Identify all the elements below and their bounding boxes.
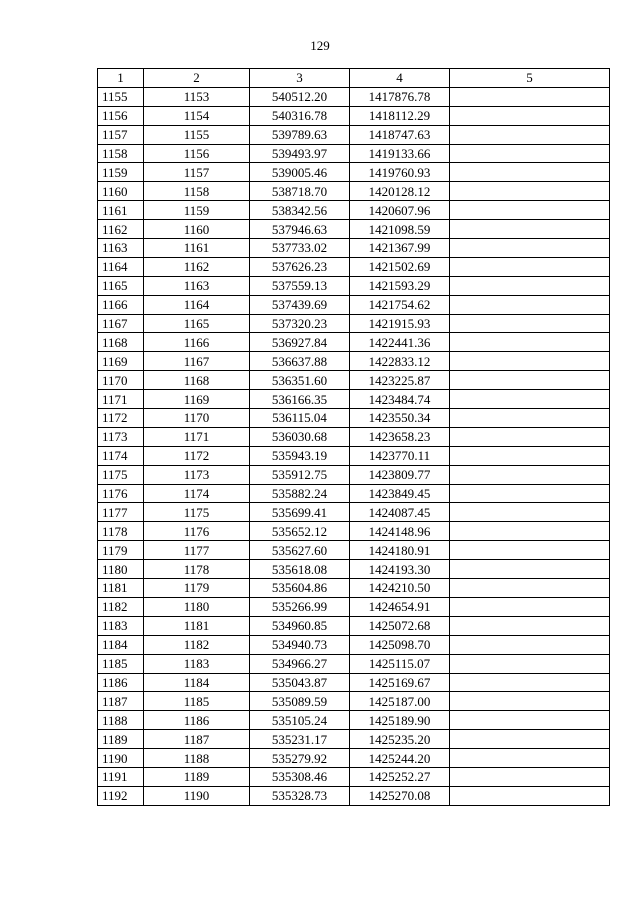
table-cell-col-3: 536927.84 [250, 333, 350, 352]
table-cell-col-5 [450, 484, 610, 503]
table-cell-col-4: 1425270.08 [350, 786, 450, 805]
table-cell-col-5 [450, 541, 610, 560]
table-cell-col-5 [450, 314, 610, 333]
table-cell-col-1: 1157 [98, 125, 144, 144]
table-cell-col-2: 1155 [144, 125, 250, 144]
table-cell-col-5 [450, 220, 610, 239]
table-cell-col-2: 1170 [144, 409, 250, 428]
table-cell-col-3: 539005.46 [250, 163, 350, 182]
table-row [98, 767, 610, 786]
table-cell-col-4: 1424180.91 [350, 541, 450, 560]
table-cell-col-1: 1183 [98, 616, 144, 635]
table-cell-col-2: 1165 [144, 314, 250, 333]
table-cell-col-5 [450, 654, 610, 673]
table-cell-col-3: 537626.23 [250, 257, 350, 276]
table-cell-col-3: 538342.56 [250, 201, 350, 220]
page-number: 129 [310, 38, 330, 53]
table-cell-col-5 [450, 522, 610, 541]
table-cell-col-5 [450, 692, 610, 711]
table-cell-col-2: 1175 [144, 503, 250, 522]
table-cell-col-5 [450, 465, 610, 484]
table-cell-col-5 [450, 390, 610, 409]
table-row [98, 446, 610, 465]
table-cell-col-2: 1173 [144, 465, 250, 484]
table-row [98, 144, 610, 163]
table-cell-col-5 [450, 673, 610, 692]
table-row [98, 786, 610, 805]
table-cell-col-3: 535089.59 [250, 692, 350, 711]
table-row [98, 87, 610, 106]
table-cell-col-5 [450, 597, 610, 616]
table-cell-col-5 [450, 503, 610, 522]
table-cell-col-5 [450, 144, 610, 163]
table-cell-col-3: 536637.88 [250, 352, 350, 371]
table-cell-col-5 [450, 427, 610, 446]
table-cell-col-2: 1166 [144, 333, 250, 352]
table-row [98, 182, 610, 201]
table-cell-col-1: 1175 [98, 465, 144, 484]
table-cell-col-3: 537320.23 [250, 314, 350, 333]
table-cell-col-5 [450, 446, 610, 465]
table-cell-col-3: 535618.08 [250, 560, 350, 579]
table-cell-col-5 [450, 409, 610, 428]
table-cell-col-2: 1161 [144, 239, 250, 258]
table-cell-col-4: 1421915.93 [350, 314, 450, 333]
table-row [98, 239, 610, 258]
table-cell-col-5 [450, 786, 610, 805]
table-row [98, 220, 610, 239]
table-cell-col-2: 1174 [144, 484, 250, 503]
table-row [98, 125, 610, 144]
table-row [98, 201, 610, 220]
table-cell-col-4: 1425115.07 [350, 654, 450, 673]
table-body [98, 87, 610, 805]
table-cell-col-1: 1180 [98, 560, 144, 579]
table-cell-col-2: 1181 [144, 616, 250, 635]
column-header-1: 1 [98, 69, 144, 88]
table-cell-col-4: 1425187.00 [350, 692, 450, 711]
table-cell-col-4: 1419133.66 [350, 144, 450, 163]
table-row [98, 730, 610, 749]
table-row [98, 711, 610, 730]
table-cell-col-4: 1423658.23 [350, 427, 450, 446]
table-cell-col-1: 1176 [98, 484, 144, 503]
table-cell-col-2: 1158 [144, 182, 250, 201]
column-header-4: 4 [350, 69, 450, 88]
table-cell-col-3: 535043.87 [250, 673, 350, 692]
table-cell-col-4: 1422441.36 [350, 333, 450, 352]
table-cell-col-4: 1425189.90 [350, 711, 450, 730]
table-cell-col-1: 1159 [98, 163, 144, 182]
table-cell-col-4: 1425169.67 [350, 673, 450, 692]
table-cell-col-2: 1156 [144, 144, 250, 163]
table-cell-col-5 [450, 711, 610, 730]
table-cell-col-2: 1178 [144, 560, 250, 579]
table-cell-col-5 [450, 295, 610, 314]
table-cell-col-4: 1425252.27 [350, 767, 450, 786]
table-cell-col-2: 1153 [144, 87, 250, 106]
table-cell-col-3: 536351.60 [250, 371, 350, 390]
table-cell-col-4: 1417876.78 [350, 87, 450, 106]
table-cell-col-3: 535943.19 [250, 446, 350, 465]
table-row [98, 560, 610, 579]
table-cell-col-4: 1425072.68 [350, 616, 450, 635]
table-cell-col-3: 540512.20 [250, 87, 350, 106]
table-cell-col-2: 1189 [144, 767, 250, 786]
table-cell-col-2: 1182 [144, 635, 250, 654]
table-cell-col-3: 535652.12 [250, 522, 350, 541]
table-cell-col-5 [450, 163, 610, 182]
table-cell-col-5 [450, 560, 610, 579]
table-cell-col-5 [450, 125, 610, 144]
table-cell-col-1: 1163 [98, 239, 144, 258]
table-row [98, 484, 610, 503]
table-cell-col-4: 1422833.12 [350, 352, 450, 371]
table-cell-col-1: 1164 [98, 257, 144, 276]
coordinates-table [97, 68, 610, 806]
table-cell-col-3: 535699.41 [250, 503, 350, 522]
table-row [98, 616, 610, 635]
table-cell-col-2: 1157 [144, 163, 250, 182]
table-cell-col-4: 1424193.30 [350, 560, 450, 579]
table-cell-col-4: 1423770.11 [350, 446, 450, 465]
table-cell-col-3: 536030.68 [250, 427, 350, 446]
table-cell-col-2: 1163 [144, 276, 250, 295]
table-cell-col-3: 534960.85 [250, 616, 350, 635]
table-cell-col-1: 1166 [98, 295, 144, 314]
table-cell-col-4: 1423849.45 [350, 484, 450, 503]
table-cell-col-1: 1188 [98, 711, 144, 730]
table-cell-col-3: 539493.97 [250, 144, 350, 163]
table-cell-col-1: 1192 [98, 786, 144, 805]
table-cell-col-5 [450, 371, 610, 390]
table-row [98, 673, 610, 692]
table-cell-col-3: 536166.35 [250, 390, 350, 409]
table-cell-col-2: 1185 [144, 692, 250, 711]
column-header-3: 3 [250, 69, 350, 88]
table-cell-col-4: 1421098.59 [350, 220, 450, 239]
table-cell-col-1: 1161 [98, 201, 144, 220]
table-cell-col-1: 1156 [98, 106, 144, 125]
table-cell-col-1: 1187 [98, 692, 144, 711]
table-cell-col-1: 1185 [98, 654, 144, 673]
table-cell-col-3: 534966.27 [250, 654, 350, 673]
table-cell-col-4: 1423225.87 [350, 371, 450, 390]
table-cell-col-5 [450, 616, 610, 635]
table-row [98, 579, 610, 598]
table-row [98, 371, 610, 390]
table-cell-col-4: 1424210.50 [350, 579, 450, 598]
table-cell-col-3: 535882.24 [250, 484, 350, 503]
table-cell-col-5 [450, 106, 610, 125]
table-cell-col-4: 1419760.93 [350, 163, 450, 182]
table-row [98, 427, 610, 446]
table-cell-col-5 [450, 201, 610, 220]
table-cell-col-3: 535604.86 [250, 579, 350, 598]
table-cell-col-3: 539789.63 [250, 125, 350, 144]
table-cell-col-1: 1155 [98, 87, 144, 106]
table-row [98, 106, 610, 125]
table-cell-col-3: 535266.99 [250, 597, 350, 616]
table-cell-col-5 [450, 635, 610, 654]
table-cell-col-3: 537439.69 [250, 295, 350, 314]
table-row [98, 503, 610, 522]
table-cell-col-2: 1167 [144, 352, 250, 371]
table-row [98, 692, 610, 711]
table-cell-col-2: 1180 [144, 597, 250, 616]
table-cell-col-1: 1181 [98, 579, 144, 598]
table-cell-col-3: 540316.78 [250, 106, 350, 125]
table-row [98, 352, 610, 371]
table-cell-col-3: 537946.63 [250, 220, 350, 239]
table-cell-col-3: 536115.04 [250, 409, 350, 428]
table-cell-col-2: 1162 [144, 257, 250, 276]
table-cell-col-4: 1424148.96 [350, 522, 450, 541]
table-cell-col-2: 1179 [144, 579, 250, 598]
table-cell-col-4: 1420607.96 [350, 201, 450, 220]
table-cell-col-4: 1423550.34 [350, 409, 450, 428]
table-cell-col-5 [450, 730, 610, 749]
table-cell-col-3: 534940.73 [250, 635, 350, 654]
table-row [98, 409, 610, 428]
table-cell-col-2: 1186 [144, 711, 250, 730]
table-cell-col-4: 1425235.20 [350, 730, 450, 749]
table-row [98, 465, 610, 484]
table-cell-col-1: 1173 [98, 427, 144, 446]
table-cell-col-3: 535105.24 [250, 711, 350, 730]
table-cell-col-2: 1171 [144, 427, 250, 446]
table-row [98, 295, 610, 314]
table-cell-col-1: 1171 [98, 390, 144, 409]
table-row [98, 276, 610, 295]
table-cell-col-1: 1169 [98, 352, 144, 371]
table-cell-col-1: 1186 [98, 673, 144, 692]
table-cell-col-2: 1154 [144, 106, 250, 125]
table-cell-col-4: 1423809.77 [350, 465, 450, 484]
table-cell-col-5 [450, 352, 610, 371]
table-cell-col-1: 1168 [98, 333, 144, 352]
table-row [98, 749, 610, 768]
table-row [98, 257, 610, 276]
table-cell-col-4: 1421754.62 [350, 295, 450, 314]
table-cell-col-2: 1187 [144, 730, 250, 749]
table-cell-col-5 [450, 182, 610, 201]
table-cell-col-1: 1174 [98, 446, 144, 465]
table-cell-col-2: 1184 [144, 673, 250, 692]
table-row [98, 390, 610, 409]
table-cell-col-3: 537733.02 [250, 239, 350, 258]
table-cell-col-2: 1183 [144, 654, 250, 673]
table-cell-col-4: 1424654.91 [350, 597, 450, 616]
table-cell-col-2: 1159 [144, 201, 250, 220]
table-cell-col-4: 1420128.12 [350, 182, 450, 201]
table-cell-col-2: 1176 [144, 522, 250, 541]
table-cell-col-3: 535279.92 [250, 749, 350, 768]
table-cell-col-5 [450, 276, 610, 295]
table-row [98, 314, 610, 333]
table-cell-col-2: 1188 [144, 749, 250, 768]
table-cell-col-4: 1421367.99 [350, 239, 450, 258]
table-cell-col-1: 1162 [98, 220, 144, 239]
table-cell-col-5 [450, 333, 610, 352]
table-cell-col-1: 1184 [98, 635, 144, 654]
table-row [98, 333, 610, 352]
table-cell-col-5 [450, 257, 610, 276]
table-row [98, 597, 610, 616]
table-cell-col-4: 1418747.63 [350, 125, 450, 144]
table-cell-col-1: 1158 [98, 144, 144, 163]
table-cell-col-1: 1179 [98, 541, 144, 560]
table-cell-col-1: 1172 [98, 409, 144, 428]
table-cell-col-3: 535308.46 [250, 767, 350, 786]
table-cell-col-1: 1177 [98, 503, 144, 522]
table-cell-col-2: 1172 [144, 446, 250, 465]
table-cell-col-4: 1425098.70 [350, 635, 450, 654]
table-cell-col-1: 1165 [98, 276, 144, 295]
table-cell-col-4: 1425244.20 [350, 749, 450, 768]
table-cell-col-2: 1190 [144, 786, 250, 805]
table-cell-col-5 [450, 87, 610, 106]
column-header-2: 2 [144, 69, 250, 88]
table-cell-col-3: 535627.60 [250, 541, 350, 560]
table-cell-col-2: 1169 [144, 390, 250, 409]
table-cell-col-1: 1182 [98, 597, 144, 616]
table-row [98, 635, 610, 654]
table-cell-col-3: 537559.13 [250, 276, 350, 295]
table-cell-col-2: 1168 [144, 371, 250, 390]
table-cell-col-1: 1170 [98, 371, 144, 390]
table-cell-col-4: 1423484.74 [350, 390, 450, 409]
table-cell-col-4: 1424087.45 [350, 503, 450, 522]
table-cell-col-1: 1178 [98, 522, 144, 541]
table-row [98, 541, 610, 560]
table-cell-col-3: 535231.17 [250, 730, 350, 749]
table-header-row [98, 69, 610, 88]
table-cell-col-1: 1191 [98, 767, 144, 786]
table-cell-col-3: 535328.73 [250, 786, 350, 805]
table-cell-col-3: 538718.70 [250, 182, 350, 201]
table-cell-col-5 [450, 579, 610, 598]
table-cell-col-5 [450, 749, 610, 768]
table-cell-col-2: 1160 [144, 220, 250, 239]
table-cell-col-4: 1421502.69 [350, 257, 450, 276]
table-cell-col-4: 1421593.29 [350, 276, 450, 295]
table-row [98, 522, 610, 541]
table-cell-col-4: 1418112.29 [350, 106, 450, 125]
table-row [98, 654, 610, 673]
table-cell-col-5 [450, 767, 610, 786]
table-cell-col-1: 1190 [98, 749, 144, 768]
table-cell-col-1: 1167 [98, 314, 144, 333]
table-cell-col-1: 1189 [98, 730, 144, 749]
column-header-5: 5 [450, 69, 610, 88]
table-cell-col-5 [450, 239, 610, 258]
table-cell-col-2: 1177 [144, 541, 250, 560]
table-cell-col-1: 1160 [98, 182, 144, 201]
table-cell-col-2: 1164 [144, 295, 250, 314]
table-row [98, 163, 610, 182]
table-cell-col-3: 535912.75 [250, 465, 350, 484]
